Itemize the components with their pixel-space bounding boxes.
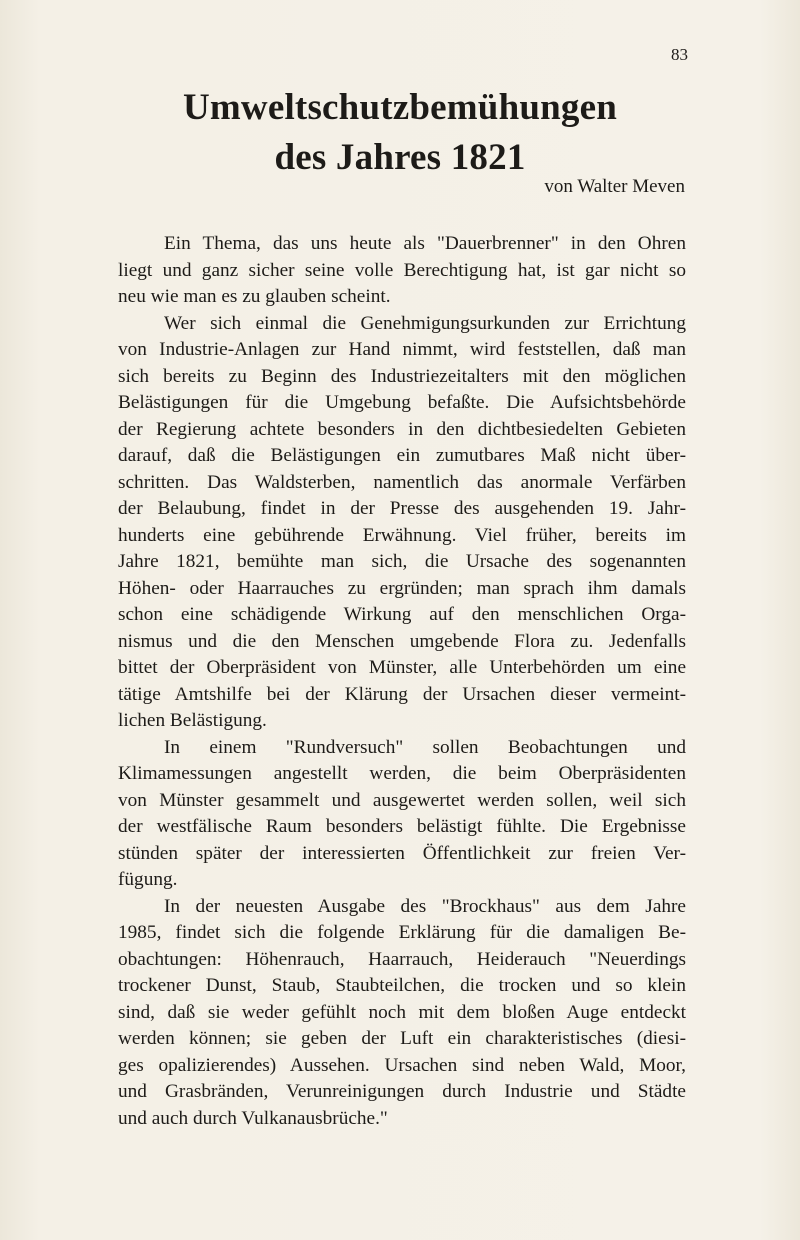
text-line: trockener Dunst, Staub, Staubteilchen, die trocken und so klein bbox=[118, 975, 686, 996]
text-line: von Industrie-Anlagen zur Hand nimmt, wird feststellen, daß man bbox=[118, 339, 686, 360]
paragraph bbox=[118, 894, 686, 1133]
text-line: Wer sich einmal die Genehmigungsurkunden zur Errichtung bbox=[164, 312, 686, 334]
text-line: werden können; sie geben der Luft ein charakteristisches (diesi- bbox=[118, 1028, 686, 1049]
text-line: darauf, daß die Belästigungen ein zumutbares Maß nicht über- bbox=[118, 445, 686, 466]
text-line: nismus und die den Menschen umgebende Flora zu. Jedenfalls bbox=[118, 630, 686, 652]
paragraph bbox=[118, 311, 686, 735]
text-line: Belästigungen für die Umgebung befaßte. Die Aufsichtsbehörde bbox=[118, 392, 686, 413]
text-line: der westfälische Raum besonders belästigt fühlte. Die Ergebnisse bbox=[118, 816, 686, 837]
text-line: fügung. bbox=[118, 869, 178, 890]
text-line: schritten. Das Waldsterben, namentlich das anormale Verfärben bbox=[118, 471, 686, 493]
article-title bbox=[120, 83, 680, 183]
text-line: lichen Belästigung. bbox=[118, 710, 267, 731]
title-line-1: Umweltschutzbemühungen bbox=[182, 87, 618, 128]
text-line: tätige Amtshilfe bei der Klärung der Ursachen dieser vermeint- bbox=[118, 683, 686, 705]
text-line: neu wie man es zu glauben scheint. bbox=[118, 286, 391, 307]
text-line: schon eine schädigende Wirkung auf den menschlichen Orga- bbox=[118, 604, 686, 625]
text-line: sich bereits zu Beginn des Industriezeitalters mit den möglichen bbox=[118, 365, 686, 387]
text-line: In einem "Rundversuch" sollen Beobachtungen und bbox=[164, 736, 686, 758]
paragraph bbox=[118, 231, 686, 311]
author-byline: von Walter Meven bbox=[544, 176, 685, 197]
text-line: und auch durch Vulkanausbrüche." bbox=[118, 1107, 388, 1129]
text-line: von Münster gesammelt und ausgewertet werden sollen, weil sich bbox=[118, 789, 686, 811]
text-line: Jahre 1821, bemühte man sich, die Ursache des sogenannten bbox=[118, 551, 686, 572]
text-line: liegt und ganz sicher seine volle Berechtigung hat, ist gar nicht so bbox=[118, 259, 686, 281]
article-body bbox=[118, 231, 686, 1132]
text-line: sind, daß sie weder gefühlt noch mit dem bloßen Auge entdeckt bbox=[118, 1001, 686, 1023]
text-line: Höhen- oder Haarrauches zu ergründen; man sprach ihm damals bbox=[118, 577, 686, 599]
text-line: und Grasbränden, Verunreinigungen durch Industrie und Städte bbox=[118, 1081, 686, 1102]
title-line-2: des Jahres 1821 bbox=[274, 137, 526, 178]
text-line: Ein Thema, das uns heute als "Dauerbrenner" in den Ohren bbox=[164, 233, 686, 254]
text-line: 1985, findet sich die folgende Erklärung für die damaligen Be- bbox=[118, 922, 686, 943]
text-line: stünden später der interessierten Öffentlichkeit zur freien Ver- bbox=[118, 842, 686, 864]
text-line: In der neuesten Ausgabe des "Brockhaus" aus dem Jahre bbox=[164, 895, 686, 917]
paragraph bbox=[118, 735, 686, 894]
text-line: der Belaubung, findet in der Presse des ausgehenden 19. Jahr- bbox=[118, 498, 686, 519]
text-line: Klimamessungen angestellt werden, die beim Oberpräsidenten bbox=[118, 763, 686, 784]
text-line: obachtungen: Höhenrauch, Haarrauch, Heiderauch "Neuerdings bbox=[118, 948, 686, 970]
page-number: 83 bbox=[671, 45, 688, 64]
text-line: der Regierung achtete besonders in den dichtbesiedelten Gebieten bbox=[118, 418, 686, 440]
text-line: bittet der Oberpräsident von Münster, alle Unterbehörden um eine bbox=[118, 657, 686, 678]
text-line: ges opalizierendes) Aussehen. Ursachen sind neben Wald, Moor, bbox=[118, 1054, 686, 1076]
text-line: hunderts eine gebührende Erwähnung. Viel früher, bereits im bbox=[118, 524, 686, 546]
